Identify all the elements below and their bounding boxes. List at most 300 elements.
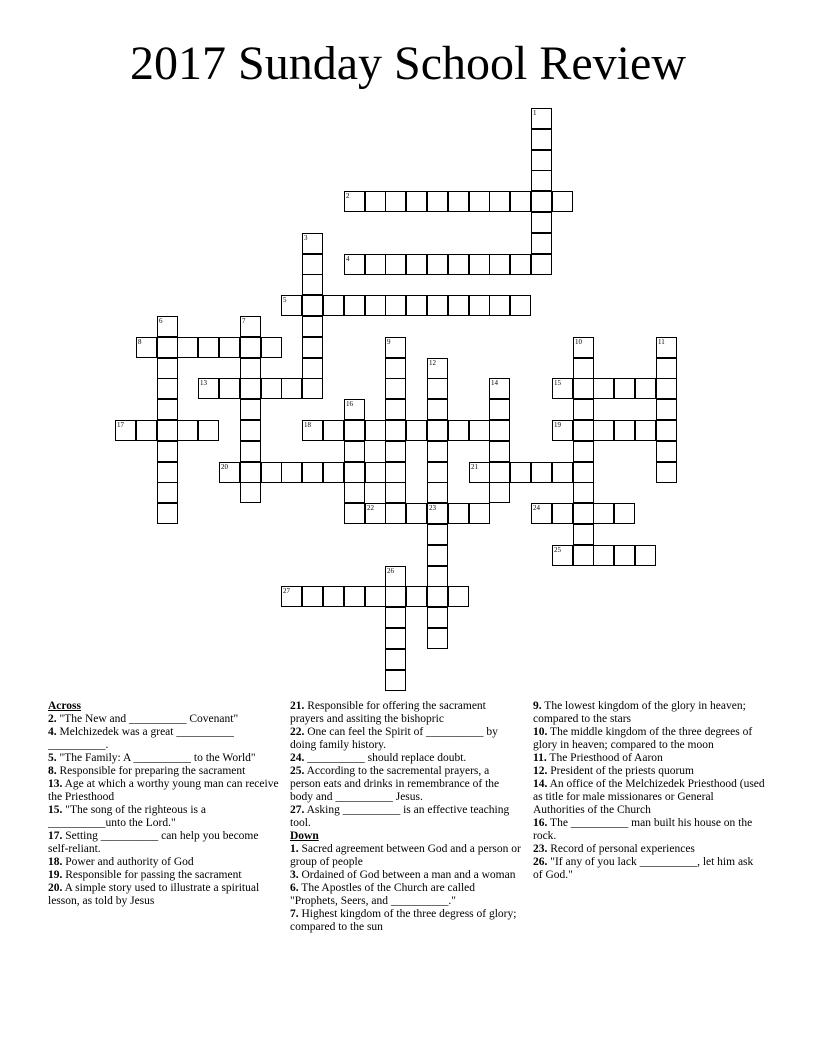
cell-letter-input[interactable] <box>470 192 489 211</box>
crossword-cell[interactable] <box>469 420 490 441</box>
crossword-cell[interactable] <box>302 254 323 275</box>
crossword-cell[interactable] <box>136 337 157 358</box>
crossword-cell[interactable] <box>489 482 510 503</box>
cell-letter-input[interactable] <box>241 359 260 378</box>
cell-letter-input[interactable] <box>303 587 322 606</box>
crossword-cell[interactable] <box>385 358 406 379</box>
crossword-cell[interactable] <box>365 254 386 275</box>
crossword-cell[interactable] <box>198 378 219 399</box>
cell-letter-input[interactable] <box>262 338 281 357</box>
crossword-cell[interactable] <box>115 420 136 441</box>
crossword-cell[interactable] <box>157 462 178 483</box>
crossword-cell[interactable] <box>427 607 448 628</box>
crossword-cell[interactable] <box>489 254 510 275</box>
crossword-cell[interactable] <box>157 337 178 358</box>
cell-letter-input[interactable] <box>158 400 177 419</box>
cell-letter-input[interactable] <box>324 463 343 482</box>
crossword-cell[interactable] <box>323 295 344 316</box>
crossword-cell[interactable] <box>427 420 448 441</box>
crossword-cell[interactable] <box>489 295 510 316</box>
cell-letter-input[interactable] <box>428 504 447 523</box>
cell-letter-input[interactable] <box>490 255 509 274</box>
cell-letter-input[interactable] <box>490 463 509 482</box>
cell-letter-input[interactable] <box>386 255 405 274</box>
crossword-cell[interactable] <box>489 441 510 462</box>
crossword-cell[interactable] <box>656 337 677 358</box>
cell-letter-input[interactable] <box>428 629 447 648</box>
crossword-cell[interactable] <box>385 254 406 275</box>
crossword-cell[interactable] <box>157 503 178 524</box>
cell-letter-input[interactable] <box>262 379 281 398</box>
crossword-cell[interactable] <box>323 420 344 441</box>
crossword-cell[interactable] <box>157 316 178 337</box>
crossword-cell[interactable] <box>614 378 635 399</box>
cell-letter-input[interactable] <box>345 504 364 523</box>
crossword-cell[interactable] <box>489 399 510 420</box>
cell-letter-input[interactable] <box>532 234 551 253</box>
crossword-cell[interactable] <box>365 586 386 607</box>
crossword-cell[interactable] <box>302 586 323 607</box>
cell-letter-input[interactable] <box>407 587 426 606</box>
crossword-cell[interactable] <box>552 462 573 483</box>
crossword-cell[interactable] <box>385 482 406 503</box>
crossword-cell[interactable] <box>344 503 365 524</box>
cell-letter-input[interactable] <box>470 296 489 315</box>
cell-letter-input[interactable] <box>428 192 447 211</box>
cell-letter-input[interactable] <box>220 338 239 357</box>
cell-letter-input[interactable] <box>366 255 385 274</box>
crossword-cell[interactable] <box>240 482 261 503</box>
cell-letter-input[interactable] <box>511 192 530 211</box>
crossword-cell[interactable] <box>385 378 406 399</box>
cell-letter-input[interactable] <box>345 421 364 440</box>
cell-letter-input[interactable] <box>428 442 447 461</box>
crossword-cell[interactable] <box>656 399 677 420</box>
crossword-cell[interactable] <box>406 586 427 607</box>
crossword-cell[interactable] <box>573 524 594 545</box>
crossword-cell[interactable] <box>469 295 490 316</box>
cell-letter-input[interactable] <box>366 587 385 606</box>
crossword-cell[interactable] <box>385 628 406 649</box>
cell-letter-input[interactable] <box>532 151 551 170</box>
crossword-cell[interactable] <box>344 254 365 275</box>
cell-letter-input[interactable] <box>137 338 156 357</box>
cell-letter-input[interactable] <box>574 463 593 482</box>
crossword-cell[interactable] <box>157 399 178 420</box>
cell-letter-input[interactable] <box>532 130 551 149</box>
crossword-cell[interactable] <box>406 503 427 524</box>
cell-letter-input[interactable] <box>386 629 405 648</box>
crossword-cell[interactable] <box>219 337 240 358</box>
crossword-cell[interactable] <box>510 462 531 483</box>
crossword-cell[interactable] <box>531 254 552 275</box>
cell-letter-input[interactable] <box>241 400 260 419</box>
cell-letter-input[interactable] <box>449 192 468 211</box>
crossword-cell[interactable] <box>573 337 594 358</box>
crossword-cell[interactable] <box>635 545 656 566</box>
cell-letter-input[interactable] <box>574 525 593 544</box>
crossword-cell[interactable] <box>531 191 552 212</box>
crossword-cell[interactable] <box>365 191 386 212</box>
crossword-cell[interactable] <box>302 462 323 483</box>
cell-letter-input[interactable] <box>490 296 509 315</box>
cell-letter-input[interactable] <box>303 234 322 253</box>
cell-letter-input[interactable] <box>220 463 239 482</box>
cell-letter-input[interactable] <box>574 546 593 565</box>
cell-letter-input[interactable] <box>282 463 301 482</box>
crossword-cell[interactable] <box>656 441 677 462</box>
crossword-cell[interactable] <box>302 295 323 316</box>
crossword-cell[interactable] <box>385 586 406 607</box>
crossword-cell[interactable] <box>427 399 448 420</box>
crossword-cell[interactable] <box>385 566 406 587</box>
cell-letter-input[interactable] <box>490 421 509 440</box>
cell-letter-input[interactable] <box>386 587 405 606</box>
cell-letter-input[interactable] <box>428 296 447 315</box>
cell-letter-input[interactable] <box>553 379 572 398</box>
cell-letter-input[interactable] <box>199 379 218 398</box>
crossword-cell[interactable] <box>240 441 261 462</box>
cell-letter-input[interactable] <box>158 421 177 440</box>
crossword-cell[interactable] <box>406 254 427 275</box>
crossword-cell[interactable] <box>261 462 282 483</box>
crossword-cell[interactable] <box>573 503 594 524</box>
crossword-cell[interactable] <box>219 378 240 399</box>
crossword-cell[interactable] <box>240 399 261 420</box>
cell-letter-input[interactable] <box>199 421 218 440</box>
cell-letter-input[interactable] <box>303 275 322 294</box>
crossword-cell[interactable] <box>198 420 219 441</box>
cell-letter-input[interactable] <box>303 338 322 357</box>
cell-letter-input[interactable] <box>615 379 634 398</box>
crossword-cell[interactable] <box>302 233 323 254</box>
crossword-cell[interactable] <box>614 545 635 566</box>
cell-letter-input[interactable] <box>574 400 593 419</box>
crossword-cell[interactable] <box>385 191 406 212</box>
cell-letter-input[interactable] <box>574 379 593 398</box>
crossword-cell[interactable] <box>635 378 656 399</box>
cell-letter-input[interactable] <box>386 483 405 502</box>
crossword-cell[interactable] <box>281 462 302 483</box>
crossword-cell[interactable] <box>157 358 178 379</box>
cell-letter-input[interactable] <box>490 379 509 398</box>
cell-letter-input[interactable] <box>241 463 260 482</box>
crossword-cell[interactable] <box>489 191 510 212</box>
crossword-cell[interactable] <box>427 191 448 212</box>
crossword-cell[interactable] <box>365 420 386 441</box>
crossword-cell[interactable] <box>427 503 448 524</box>
crossword-cell[interactable] <box>385 441 406 462</box>
cell-letter-input[interactable] <box>532 213 551 232</box>
crossword-cell[interactable] <box>469 503 490 524</box>
cell-letter-input[interactable] <box>324 296 343 315</box>
crossword-cell[interactable] <box>531 503 552 524</box>
cell-letter-input[interactable] <box>303 421 322 440</box>
cell-letter-input[interactable] <box>449 421 468 440</box>
crossword-cell[interactable] <box>344 295 365 316</box>
cell-letter-input[interactable] <box>407 504 426 523</box>
cell-letter-input[interactable] <box>324 587 343 606</box>
crossword-cell[interactable] <box>157 378 178 399</box>
cell-letter-input[interactable] <box>345 587 364 606</box>
crossword-cell[interactable] <box>177 337 198 358</box>
crossword-cell[interactable] <box>427 378 448 399</box>
crossword-cell[interactable] <box>531 108 552 129</box>
crossword-cell[interactable] <box>323 586 344 607</box>
cell-letter-input[interactable] <box>428 255 447 274</box>
cell-letter-input[interactable] <box>574 442 593 461</box>
crossword-cell[interactable] <box>448 191 469 212</box>
cell-letter-input[interactable] <box>449 255 468 274</box>
cell-letter-input[interactable] <box>594 421 613 440</box>
crossword-cell[interactable] <box>552 378 573 399</box>
crossword-cell[interactable] <box>427 566 448 587</box>
crossword-cell[interactable] <box>281 586 302 607</box>
cell-letter-input[interactable] <box>386 608 405 627</box>
cell-letter-input[interactable] <box>428 587 447 606</box>
crossword-cell[interactable] <box>385 337 406 358</box>
crossword-cell[interactable] <box>385 295 406 316</box>
cell-letter-input[interactable] <box>449 504 468 523</box>
crossword-cell[interactable] <box>302 274 323 295</box>
crossword-cell[interactable] <box>427 295 448 316</box>
crossword-cell[interactable] <box>406 420 427 441</box>
cell-letter-input[interactable] <box>241 379 260 398</box>
cell-letter-input[interactable] <box>158 442 177 461</box>
cell-letter-input[interactable] <box>532 171 551 190</box>
crossword-cell[interactable] <box>427 482 448 503</box>
crossword-cell[interactable] <box>531 150 552 171</box>
crossword-cell[interactable] <box>344 482 365 503</box>
crossword-cell[interactable] <box>427 358 448 379</box>
crossword-cell[interactable] <box>614 420 635 441</box>
crossword-cell[interactable] <box>157 482 178 503</box>
cell-letter-input[interactable] <box>657 379 676 398</box>
cell-letter-input[interactable] <box>345 255 364 274</box>
crossword-cell[interactable] <box>427 524 448 545</box>
cell-letter-input[interactable] <box>449 296 468 315</box>
cell-letter-input[interactable] <box>345 192 364 211</box>
cell-letter-input[interactable] <box>407 296 426 315</box>
crossword-cell[interactable] <box>177 420 198 441</box>
crossword-cell[interactable] <box>635 420 656 441</box>
cell-letter-input[interactable] <box>386 338 405 357</box>
crossword-cell[interactable] <box>385 607 406 628</box>
cell-letter-input[interactable] <box>366 504 385 523</box>
crossword-cell[interactable] <box>656 378 677 399</box>
crossword-cell[interactable] <box>573 441 594 462</box>
crossword-cell[interactable] <box>427 545 448 566</box>
cell-letter-input[interactable] <box>428 608 447 627</box>
crossword-cell[interactable] <box>261 337 282 358</box>
cell-letter-input[interactable] <box>324 421 343 440</box>
crossword-cell[interactable] <box>593 420 614 441</box>
cell-letter-input[interactable] <box>532 463 551 482</box>
crossword-cell[interactable] <box>344 462 365 483</box>
crossword-cell[interactable] <box>656 358 677 379</box>
crossword-cell[interactable] <box>240 316 261 337</box>
cell-letter-input[interactable] <box>303 359 322 378</box>
crossword-cell[interactable] <box>302 337 323 358</box>
cell-letter-input[interactable] <box>470 504 489 523</box>
crossword-cell[interactable] <box>448 420 469 441</box>
cell-letter-input[interactable] <box>657 359 676 378</box>
cell-letter-input[interactable] <box>511 255 530 274</box>
crossword-cell[interactable] <box>136 420 157 441</box>
crossword-cell[interactable] <box>281 378 302 399</box>
crossword-cell[interactable] <box>157 441 178 462</box>
cell-letter-input[interactable] <box>428 483 447 502</box>
cell-letter-input[interactable] <box>282 587 301 606</box>
crossword-cell[interactable] <box>531 233 552 254</box>
cell-letter-input[interactable] <box>407 255 426 274</box>
cell-letter-input[interactable] <box>428 379 447 398</box>
cell-letter-input[interactable] <box>428 421 447 440</box>
crossword-cell[interactable] <box>240 358 261 379</box>
cell-letter-input[interactable] <box>428 463 447 482</box>
cell-letter-input[interactable] <box>366 192 385 211</box>
cell-letter-input[interactable] <box>636 546 655 565</box>
cell-letter-input[interactable] <box>553 421 572 440</box>
crossword-cell[interactable] <box>469 254 490 275</box>
cell-letter-input[interactable] <box>386 296 405 315</box>
crossword-cell[interactable] <box>489 420 510 441</box>
cell-letter-input[interactable] <box>345 296 364 315</box>
crossword-cell[interactable] <box>344 441 365 462</box>
crossword-cell[interactable] <box>261 378 282 399</box>
cell-letter-input[interactable] <box>158 504 177 523</box>
cell-letter-input[interactable] <box>241 483 260 502</box>
cell-letter-input[interactable] <box>158 463 177 482</box>
cell-letter-input[interactable] <box>116 421 135 440</box>
cell-letter-input[interactable] <box>490 483 509 502</box>
cell-letter-input[interactable] <box>428 525 447 544</box>
cell-letter-input[interactable] <box>241 338 260 357</box>
cell-letter-input[interactable] <box>574 483 593 502</box>
cell-letter-input[interactable] <box>615 504 634 523</box>
cell-letter-input[interactable] <box>345 400 364 419</box>
crossword-cell[interactable] <box>385 420 406 441</box>
cell-letter-input[interactable] <box>615 421 634 440</box>
crossword-cell[interactable] <box>344 191 365 212</box>
cell-letter-input[interactable] <box>636 379 655 398</box>
crossword-cell[interactable] <box>573 420 594 441</box>
cell-letter-input[interactable] <box>428 400 447 419</box>
crossword-cell[interactable] <box>427 254 448 275</box>
cell-letter-input[interactable] <box>386 650 405 669</box>
crossword-cell[interactable] <box>448 295 469 316</box>
cell-letter-input[interactable] <box>220 379 239 398</box>
crossword-cell[interactable] <box>427 586 448 607</box>
crossword-cell[interactable] <box>365 503 386 524</box>
crossword-cell[interactable] <box>489 462 510 483</box>
cell-letter-input[interactable] <box>594 546 613 565</box>
cell-letter-input[interactable] <box>386 567 405 586</box>
crossword-cell[interactable] <box>427 441 448 462</box>
cell-letter-input[interactable] <box>158 317 177 336</box>
cell-letter-input[interactable] <box>532 255 551 274</box>
cell-letter-input[interactable] <box>428 567 447 586</box>
crossword-cell[interactable] <box>281 295 302 316</box>
cell-letter-input[interactable] <box>532 192 551 211</box>
cell-letter-input[interactable] <box>158 379 177 398</box>
cell-letter-input[interactable] <box>178 338 197 357</box>
cell-letter-input[interactable] <box>262 463 281 482</box>
crossword-cell[interactable] <box>406 295 427 316</box>
crossword-cell[interactable] <box>198 337 219 358</box>
cell-letter-input[interactable] <box>470 463 489 482</box>
crossword-cell[interactable] <box>573 545 594 566</box>
cell-letter-input[interactable] <box>532 504 551 523</box>
cell-letter-input[interactable] <box>574 359 593 378</box>
crossword-cell[interactable] <box>510 191 531 212</box>
crossword-cell[interactable] <box>385 670 406 691</box>
crossword-cell[interactable] <box>406 191 427 212</box>
crossword-cell[interactable] <box>385 399 406 420</box>
cell-letter-input[interactable] <box>511 296 530 315</box>
cell-letter-input[interactable] <box>657 338 676 357</box>
cell-letter-input[interactable] <box>366 463 385 482</box>
cell-letter-input[interactable] <box>345 442 364 461</box>
cell-letter-input[interactable] <box>657 421 676 440</box>
cell-letter-input[interactable] <box>303 296 322 315</box>
crossword-cell[interactable] <box>302 316 323 337</box>
cell-letter-input[interactable] <box>303 379 322 398</box>
cell-letter-input[interactable] <box>345 483 364 502</box>
crossword-cell[interactable] <box>656 462 677 483</box>
crossword-cell[interactable] <box>573 378 594 399</box>
crossword-cell[interactable] <box>593 378 614 399</box>
cell-letter-input[interactable] <box>366 421 385 440</box>
cell-letter-input[interactable] <box>511 463 530 482</box>
cell-letter-input[interactable] <box>386 421 405 440</box>
crossword-cell[interactable] <box>302 358 323 379</box>
cell-letter-input[interactable] <box>386 379 405 398</box>
crossword-cell[interactable] <box>323 462 344 483</box>
cell-letter-input[interactable] <box>158 338 177 357</box>
crossword-cell[interactable] <box>302 378 323 399</box>
cell-letter-input[interactable] <box>428 359 447 378</box>
crossword-cell[interactable] <box>552 191 573 212</box>
cell-letter-input[interactable] <box>490 400 509 419</box>
cell-letter-input[interactable] <box>241 317 260 336</box>
cell-letter-input[interactable] <box>303 255 322 274</box>
cell-letter-input[interactable] <box>241 421 260 440</box>
cell-letter-input[interactable] <box>574 421 593 440</box>
cell-letter-input[interactable] <box>490 442 509 461</box>
crossword-cell[interactable] <box>240 337 261 358</box>
crossword-cell[interactable] <box>552 503 573 524</box>
cell-letter-input[interactable] <box>407 421 426 440</box>
cell-letter-input[interactable] <box>137 421 156 440</box>
cell-letter-input[interactable] <box>386 359 405 378</box>
cell-letter-input[interactable] <box>386 463 405 482</box>
crossword-cell[interactable] <box>510 295 531 316</box>
crossword-cell[interactable] <box>385 462 406 483</box>
cell-letter-input[interactable] <box>553 546 572 565</box>
crossword-cell[interactable] <box>344 586 365 607</box>
cell-letter-input[interactable] <box>553 504 572 523</box>
cell-letter-input[interactable] <box>657 400 676 419</box>
cell-letter-input[interactable] <box>574 504 593 523</box>
cell-letter-input[interactable] <box>553 463 572 482</box>
crossword-cell[interactable] <box>593 545 614 566</box>
cell-letter-input[interactable] <box>241 442 260 461</box>
cell-letter-input[interactable] <box>470 421 489 440</box>
cell-letter-input[interactable] <box>636 421 655 440</box>
cell-letter-input[interactable] <box>532 109 551 128</box>
cell-letter-input[interactable] <box>386 192 405 211</box>
